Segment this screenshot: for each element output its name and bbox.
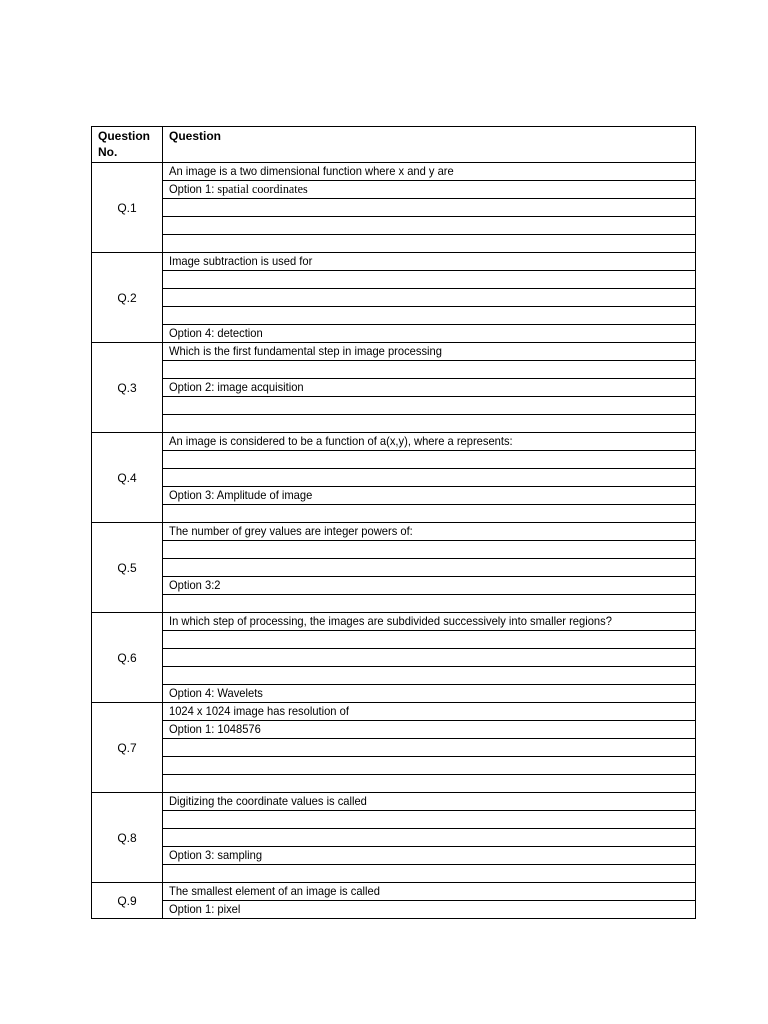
question-line-row (92, 559, 696, 577)
option-answer-serif: spatial coordinates (217, 181, 308, 196)
question-line-row (92, 271, 696, 289)
question-line-row (92, 289, 696, 307)
question-text-label: In which step of processing, the images are subdivided successively into smaller regions? (169, 614, 612, 628)
question-line-row (92, 415, 696, 433)
question-line-row (92, 181, 696, 199)
question-number: Q.8 (92, 793, 163, 883)
question-line-row (92, 307, 696, 325)
question-line-row (92, 595, 696, 613)
question-line-row (92, 505, 696, 523)
option-label: Option 4: Wavelets (169, 686, 263, 700)
question-text (163, 433, 696, 451)
question-line-row (92, 451, 696, 469)
question-number: Q.9 (92, 883, 163, 919)
blank-line (163, 775, 696, 793)
option-text (163, 181, 696, 199)
question-line-row (92, 469, 696, 487)
question-text (163, 703, 696, 721)
option-text (163, 901, 696, 919)
blank-line (163, 631, 696, 649)
question-number: Q.7 (92, 703, 163, 793)
question-text (163, 343, 696, 361)
question-table (91, 126, 696, 919)
question-text (163, 883, 696, 901)
question-line-row (92, 577, 696, 595)
question-line-row (92, 541, 696, 559)
question-line-row (92, 217, 696, 235)
question-line-row (92, 487, 696, 505)
blank-line (163, 235, 696, 253)
blank-line (163, 307, 696, 325)
blank-line (163, 739, 696, 757)
question-line-row (92, 343, 696, 361)
question-line-row (92, 703, 696, 721)
question-line-row (92, 235, 696, 253)
question-line-row (92, 325, 696, 343)
question-text-label: The number of grey values are integer powers of: (169, 524, 413, 538)
blank-line (163, 415, 696, 433)
option-text (163, 721, 696, 739)
blank-line (163, 541, 696, 559)
blank-line (163, 217, 696, 235)
question-text-label: The smallest element of an image is called (169, 884, 380, 898)
blank-line (163, 199, 696, 217)
option-label: Option 1: pixel (169, 902, 241, 916)
question-number: Q.2 (92, 253, 163, 343)
blank-line (163, 397, 696, 415)
question-line-row (92, 199, 696, 217)
question-line-row (92, 361, 696, 379)
option-text (163, 577, 696, 595)
question-line-row (92, 829, 696, 847)
question-text-label: An image is considered to be a function of a(x,y), where a represents: (169, 434, 513, 448)
question-line-row (92, 721, 696, 739)
option-text (163, 379, 696, 397)
option-label: Option 3:2 (169, 578, 221, 592)
blank-line (163, 451, 696, 469)
option-label: Option 4: detection (169, 326, 263, 340)
question-line-row (92, 757, 696, 775)
option-text (163, 487, 696, 505)
header-question-number: Question No. (92, 127, 163, 163)
question-text-label: Image subtraction is used for (169, 254, 313, 268)
question-line-row (92, 883, 696, 901)
question-line-row (92, 793, 696, 811)
question-line-row (92, 667, 696, 685)
option-label: Option 1: 1048576 (169, 722, 261, 736)
blank-line (163, 667, 696, 685)
option-label: Option 1: spatial coordinates (169, 181, 308, 196)
question-line-row (92, 163, 696, 181)
blank-line (163, 469, 696, 487)
blank-line (163, 811, 696, 829)
question-text-label: An image is a two dimensional function where x and y are (169, 164, 454, 178)
option-text (163, 847, 696, 865)
blank-line (163, 361, 696, 379)
question-number: Q.6 (92, 613, 163, 703)
question-number: Q.5 (92, 523, 163, 613)
question-number: Q.4 (92, 433, 163, 523)
question-line-row (92, 865, 696, 883)
question-line-row (92, 253, 696, 271)
header-row (92, 127, 696, 163)
blank-line (163, 829, 696, 847)
question-line-row (92, 901, 696, 919)
question-line-row (92, 433, 696, 451)
question-line-row (92, 397, 696, 415)
option-label: Option 3: Amplitude of image (169, 488, 313, 502)
question-line-row (92, 739, 696, 757)
blank-line (163, 559, 696, 577)
question-number: Q.3 (92, 343, 163, 433)
question-text-label: Which is the first fundamental step in image processing (169, 344, 442, 358)
question-line-row (92, 847, 696, 865)
question-text-label: 1024 x 1024 image has resolution of (169, 704, 349, 718)
question-text (163, 253, 696, 271)
header-question: Question (163, 127, 696, 163)
blank-line (163, 865, 696, 883)
option-text (163, 685, 696, 703)
blank-line (163, 289, 696, 307)
question-text (163, 163, 696, 181)
question-list (92, 163, 696, 919)
blank-line (163, 505, 696, 523)
question-line-row (92, 523, 696, 541)
option-label: Option 3: sampling (169, 848, 263, 862)
blank-line (163, 757, 696, 775)
question-line-row (92, 811, 696, 829)
question-text (163, 523, 696, 541)
question-text-label: Digitizing the coordinate values is called (169, 794, 367, 808)
blank-line (163, 271, 696, 289)
question-line-row (92, 379, 696, 397)
blank-line (163, 595, 696, 613)
question-text (163, 793, 696, 811)
question-line-row (92, 631, 696, 649)
option-label: Option 2: image acquisition (169, 380, 304, 394)
question-number: Q.1 (92, 163, 163, 253)
blank-line (163, 649, 696, 667)
question-line-row (92, 775, 696, 793)
question-line-row (92, 685, 696, 703)
question-line-row (92, 649, 696, 667)
question-text (163, 613, 696, 631)
option-text (163, 325, 696, 343)
question-line-row (92, 613, 696, 631)
